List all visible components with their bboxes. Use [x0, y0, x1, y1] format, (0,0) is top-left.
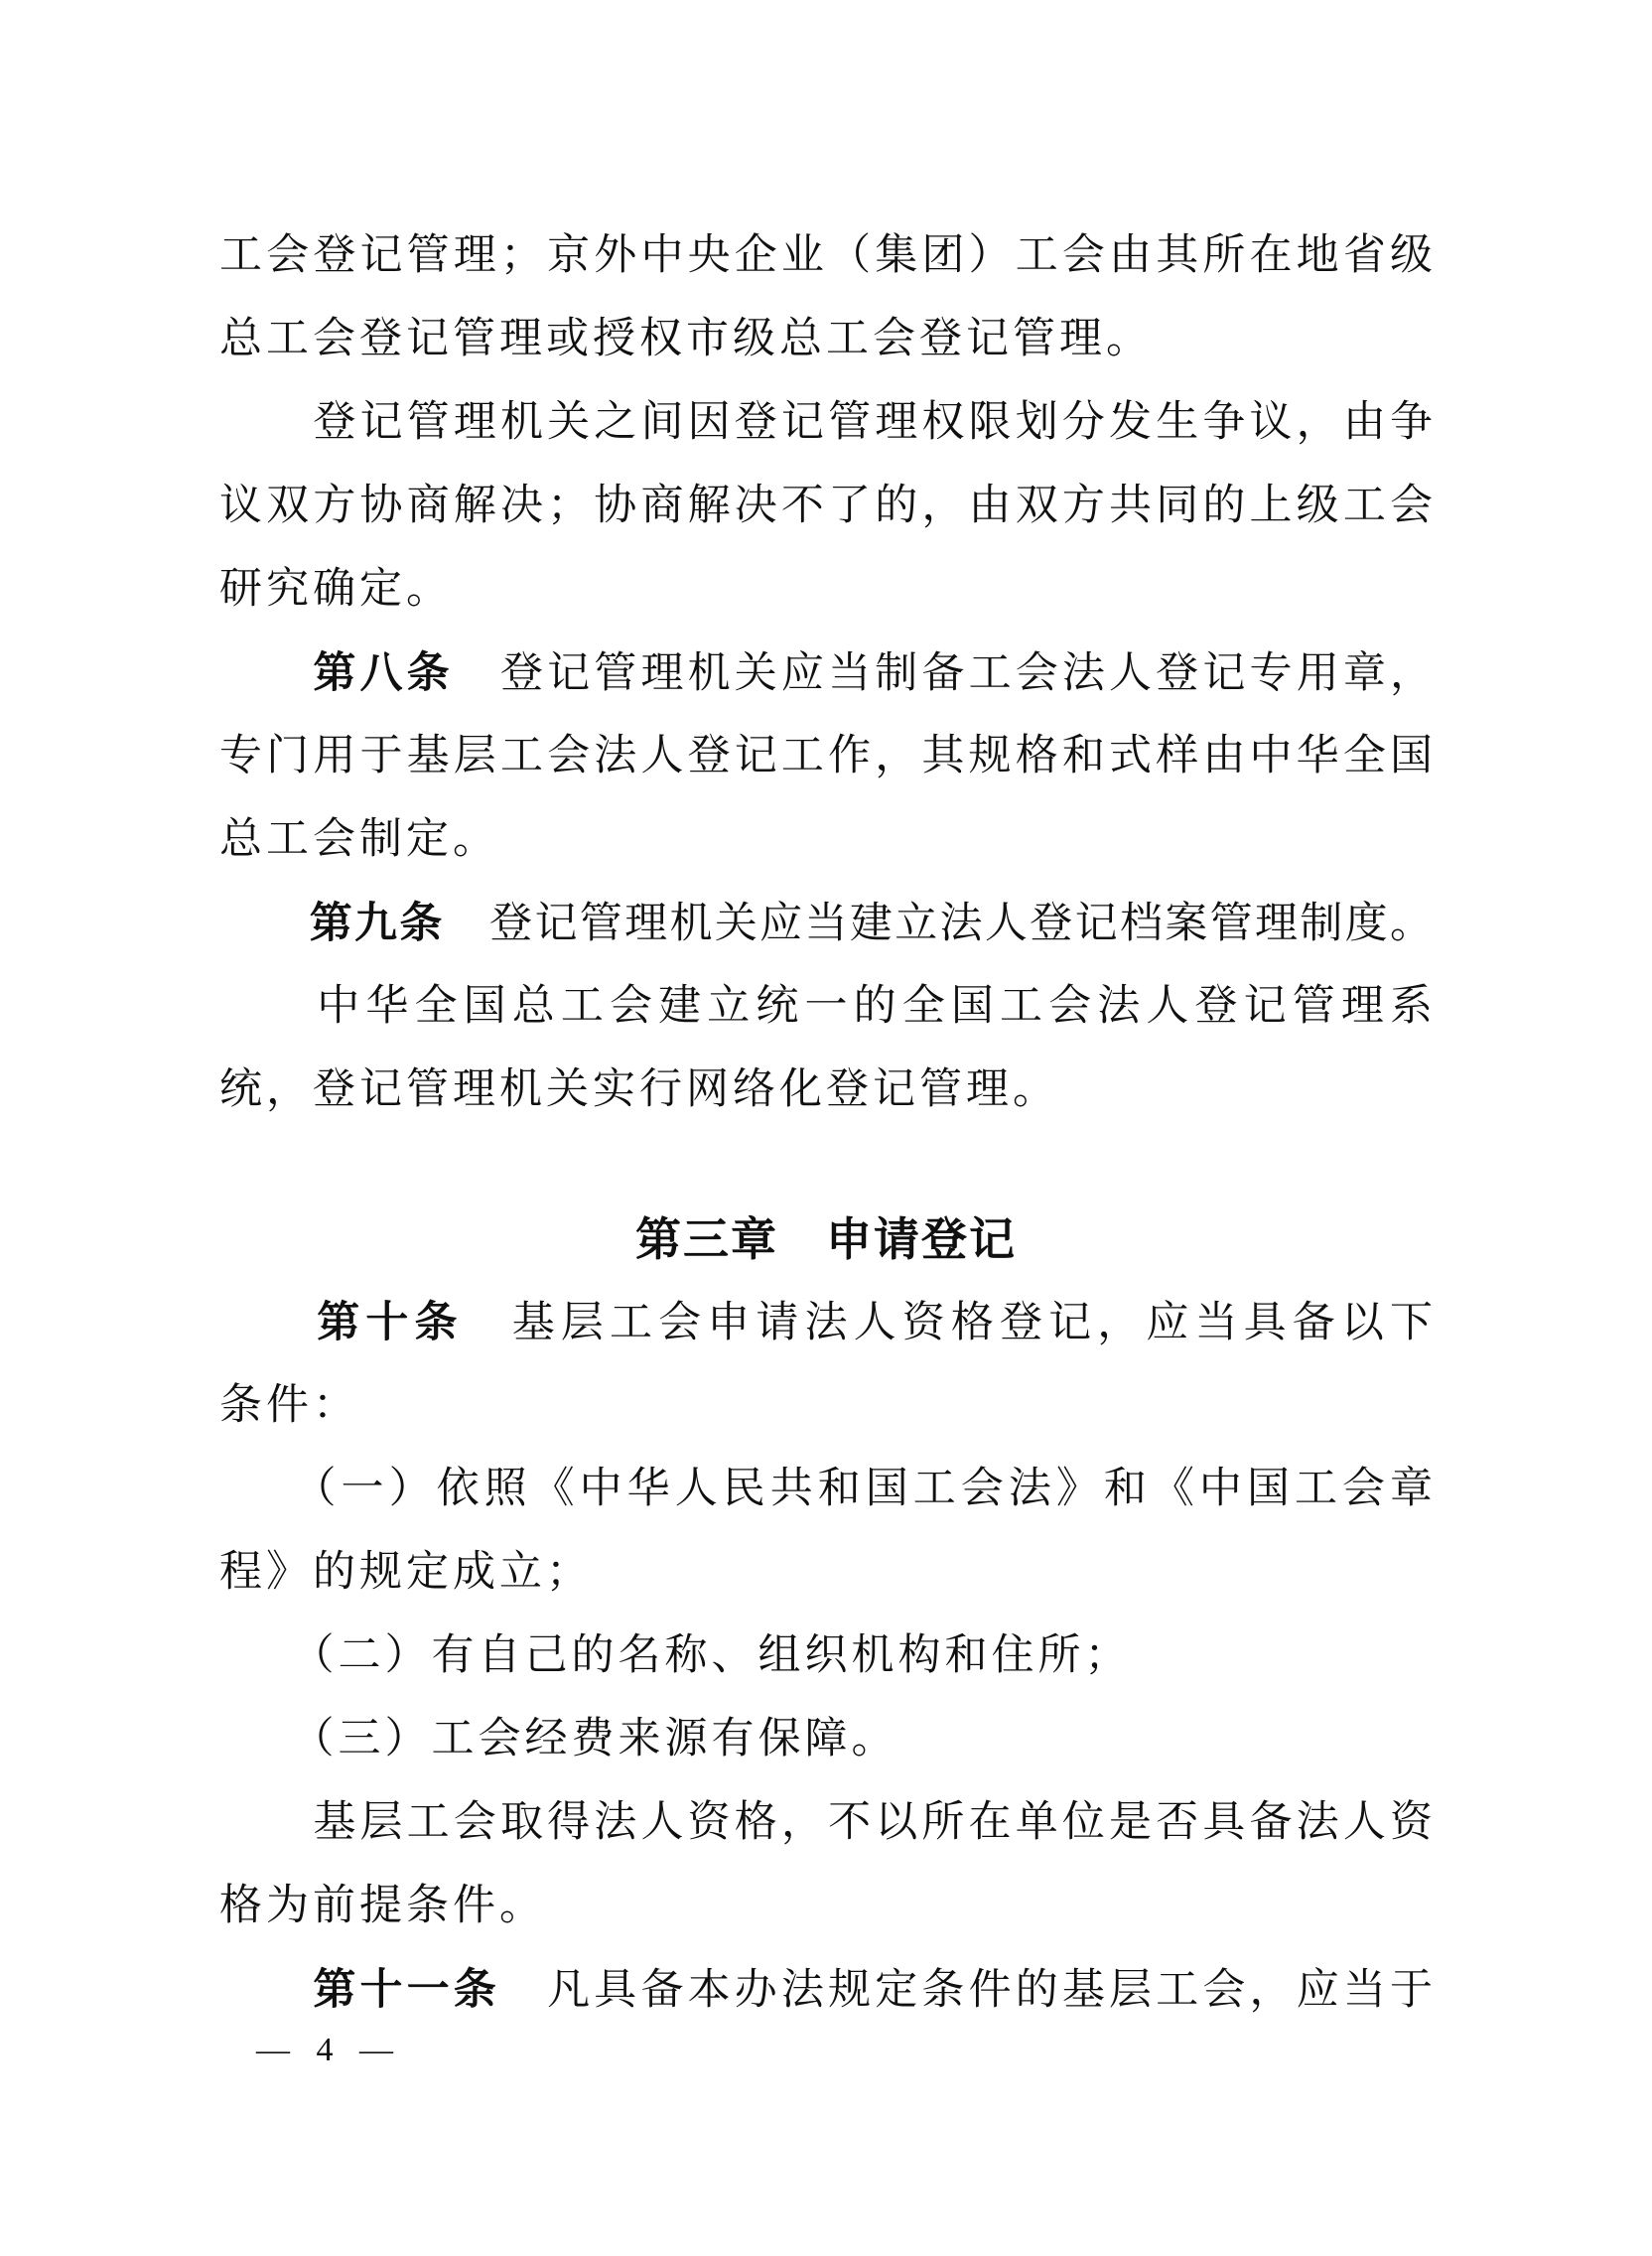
text-run: 登记管理机关应当建立法人登记档案管理制度。	[444, 901, 1434, 947]
text-line	[219, 1781, 1433, 1865]
text-line	[219, 214, 1433, 298]
text-run: 程》的规定成立；	[219, 1549, 593, 1596]
text-run: 登记管理机关之间因登记管理权限划分发生争议，由争	[219, 399, 1433, 446]
text-line	[219, 882, 1433, 965]
text-line	[219, 381, 1433, 465]
text-line	[219, 1698, 1433, 1781]
text-run: 基层工会取得法人资格，不以所在单位是否具备法人资	[219, 1799, 1433, 1846]
text-line	[219, 1531, 1433, 1615]
text-line	[219, 298, 1433, 381]
page-number: — 4 —	[256, 2032, 402, 2068]
text-line	[219, 1948, 1433, 2032]
text-line	[219, 1364, 1433, 1448]
text-run	[219, 901, 310, 947]
text-line	[219, 798, 1433, 882]
text-run: 总工会制定。	[219, 816, 499, 863]
text-line	[219, 715, 1433, 798]
text-run: 统，登记管理机关实行网络化登记管理。	[219, 1066, 1059, 1113]
text-run: 总工会登记管理或授权市级总工会登记管理。	[219, 316, 1153, 362]
text-run: 工会登记管理；京外中央企业（集团）工会由其所在地省级	[219, 232, 1433, 279]
text-line	[219, 1281, 1433, 1364]
bold-text-run: 第十条	[317, 1299, 464, 1346]
text-run: 议双方协商解决；协商解决不了的，由双方共同的上级工会	[219, 483, 1433, 529]
text-run: 基层工会申请法人资格登记，应当具备以下	[463, 1300, 1433, 1346]
text-run	[219, 1300, 317, 1346]
text-run: 凡具备本办法规定条件的基层工会，应当于	[499, 1967, 1434, 2014]
text-line	[219, 965, 1433, 1049]
text-line	[219, 1615, 1433, 1698]
text-line	[219, 1448, 1433, 1531]
text-line	[219, 1865, 1433, 1948]
text-run: （二）有自己的名称、组织机构和住所；	[219, 1632, 1132, 1679]
text-run: （一）依照《中华人民共和国工会法》和《中国工会章	[219, 1466, 1433, 1512]
text-line	[219, 465, 1433, 548]
text-run: 专门用于基层工会法人登记工作，其规格和式样由中华全国	[219, 733, 1433, 779]
document-lines	[219, 214, 1433, 2032]
text-line	[219, 632, 1433, 715]
text-run: 条件：	[219, 1382, 359, 1429]
text-run	[219, 1967, 313, 2014]
text-run: 研究确定。	[219, 566, 453, 613]
bold-text-run: 第八条	[313, 649, 454, 697]
text-run: 格为前提条件。	[219, 1883, 546, 1929]
text-run: （三）工会经费来源有保障。	[219, 1716, 898, 1762]
text-run: 登记管理机关应当制备工会法人登记专用章，	[453, 650, 1434, 697]
bold-text-run: 第三章 申请登记	[635, 1213, 1017, 1265]
text-run	[219, 650, 313, 697]
bold-text-run: 第十一条	[313, 1966, 500, 2014]
text-run: 中华全国总工会建立统一的全国工会法人登记管理系	[219, 983, 1433, 1030]
bold-text-run: 第九条	[309, 900, 445, 947]
text-line	[219, 1049, 1433, 1132]
text-line	[219, 548, 1433, 632]
chapter-heading	[219, 1198, 1433, 1281]
